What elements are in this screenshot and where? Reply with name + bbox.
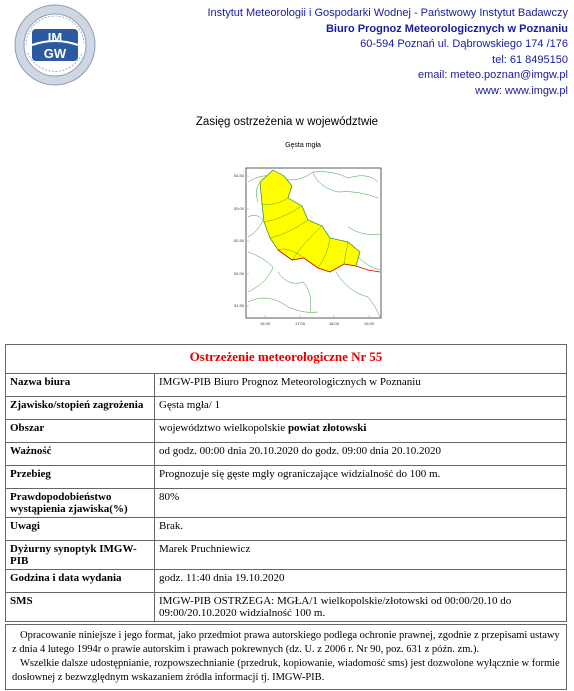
lat-label: 53.50 [233,173,244,178]
table-row [6,374,567,397]
svg-text:GW: GW [43,46,67,61]
row-value: 80% [155,489,567,518]
warning-map [218,142,388,338]
row-label: Ważność [6,443,155,466]
office-name: Biuro Prognoz Meteorologicznych w Poznaniu [325,22,568,35]
table-row [6,541,567,570]
row-label: Obszar [6,420,155,443]
lat-label: 53.00 [233,206,244,211]
institute-name: Instytut Meteorologii i Gospodarki Wodnej - Państwowy Instytut Badawczy [207,7,568,19]
warning-table [5,344,567,622]
office-address: 60-594 Poznań ul. Dąbrowskiego 174 /176 [360,38,568,50]
table-row [6,443,567,466]
area-county: powiat złotowski [287,422,367,434]
usage-paragraph: Wszelkie dalsze udostępnianie, rozpowszechnianie (przedruk, kopiowanie, wiadomość sms) jest dozwolone wyłącznie w formie dosłownej z bezwzględnym wskazaniem źródła informacji tj. IMGW-PIB. [12,658,560,683]
row-label: Godzina i data wydania [6,570,155,593]
row-value: Prognozuje się gęste mgły ograniczające widzialność do 100 m. [155,466,567,489]
table-row [6,489,567,518]
copyright-paragraph: Opracowanie niniejsze i jego format, jako przedmiot prawa autorskiego podlega ochronie prawnej, zgodnie z przepisami ustawy z dnia 4 lutego 1994r o prawie autorskim i prawach pokrewnych (dz. U. z 2006 r. Nr 90, poz. 631 z późn. zm.). [12,630,560,655]
table-row [6,593,567,622]
warning-title: Ostrzeżenie meteorologiczne Nr 55 [6,345,567,374]
lat-label: 51.50 [233,303,244,308]
row-value: Gęsta mgła/ 1 [155,397,567,420]
lon-label: 16.00 [259,321,271,326]
table-row [6,420,567,443]
table-row [6,518,567,541]
row-value: Marek Pruchniewicz [155,541,567,570]
row-label: Przebieg [6,466,155,489]
map-svg [218,142,388,338]
map-title: Zasięg ostrzeżenia w województwie [195,116,379,128]
row-value: IMGW-PIB Biuro Prognoz Meteorologicznych w Poznaniu [155,374,567,397]
row-value: godz. 11:40 dnia 19.10.2020 [155,570,567,593]
row-label: Dyżurny synoptyk IMGW-PIB [6,541,155,570]
lat-label: 52.50 [233,238,244,243]
map-phenomenon-label: Gęsta mgła [285,142,321,149]
office-email[interactable]: email: meteo.poznan@imgw.pl [418,69,568,81]
row-value: Brak. [155,518,567,541]
table-row [6,397,567,420]
row-value: IMGW-PIB OSTRZEGA: MGŁA/1 wielkopolskie/złotowski od 00:00/20.10 do 09:00/20.10.2020 widzialność 100 m. [155,593,567,622]
row-value: od godz. 00:00 dnia 20.10.2020 do godz. 09:00 dnia 20.10.2020 [155,443,567,466]
row-label: Zjawisko/stopień zagrożenia [6,397,155,420]
office-www[interactable]: www: www.imgw.pl [475,84,568,97]
imgw-logo [14,4,96,86]
row-value [155,420,567,443]
lon-label: 19.00 [363,321,375,326]
table-row [6,466,567,489]
lon-label: 17.00 [294,321,306,326]
copyright-footer [5,624,567,690]
area-region: województwo wielkopolskie [159,422,286,434]
svg-text:IM: IM [47,30,63,45]
row-label: SMS [6,593,155,622]
institute-header [207,6,568,99]
lat-label: 52.00 [233,271,244,276]
office-phone: tel: 61 8495150 [492,53,568,66]
row-label: Uwagi [6,518,155,541]
row-label: Nazwa biura [6,374,155,397]
lon-label: 18.00 [328,321,340,326]
table-row [6,570,567,593]
row-label: Prawdopodobieństwo wystąpienia zjawiska(%) [6,489,155,518]
